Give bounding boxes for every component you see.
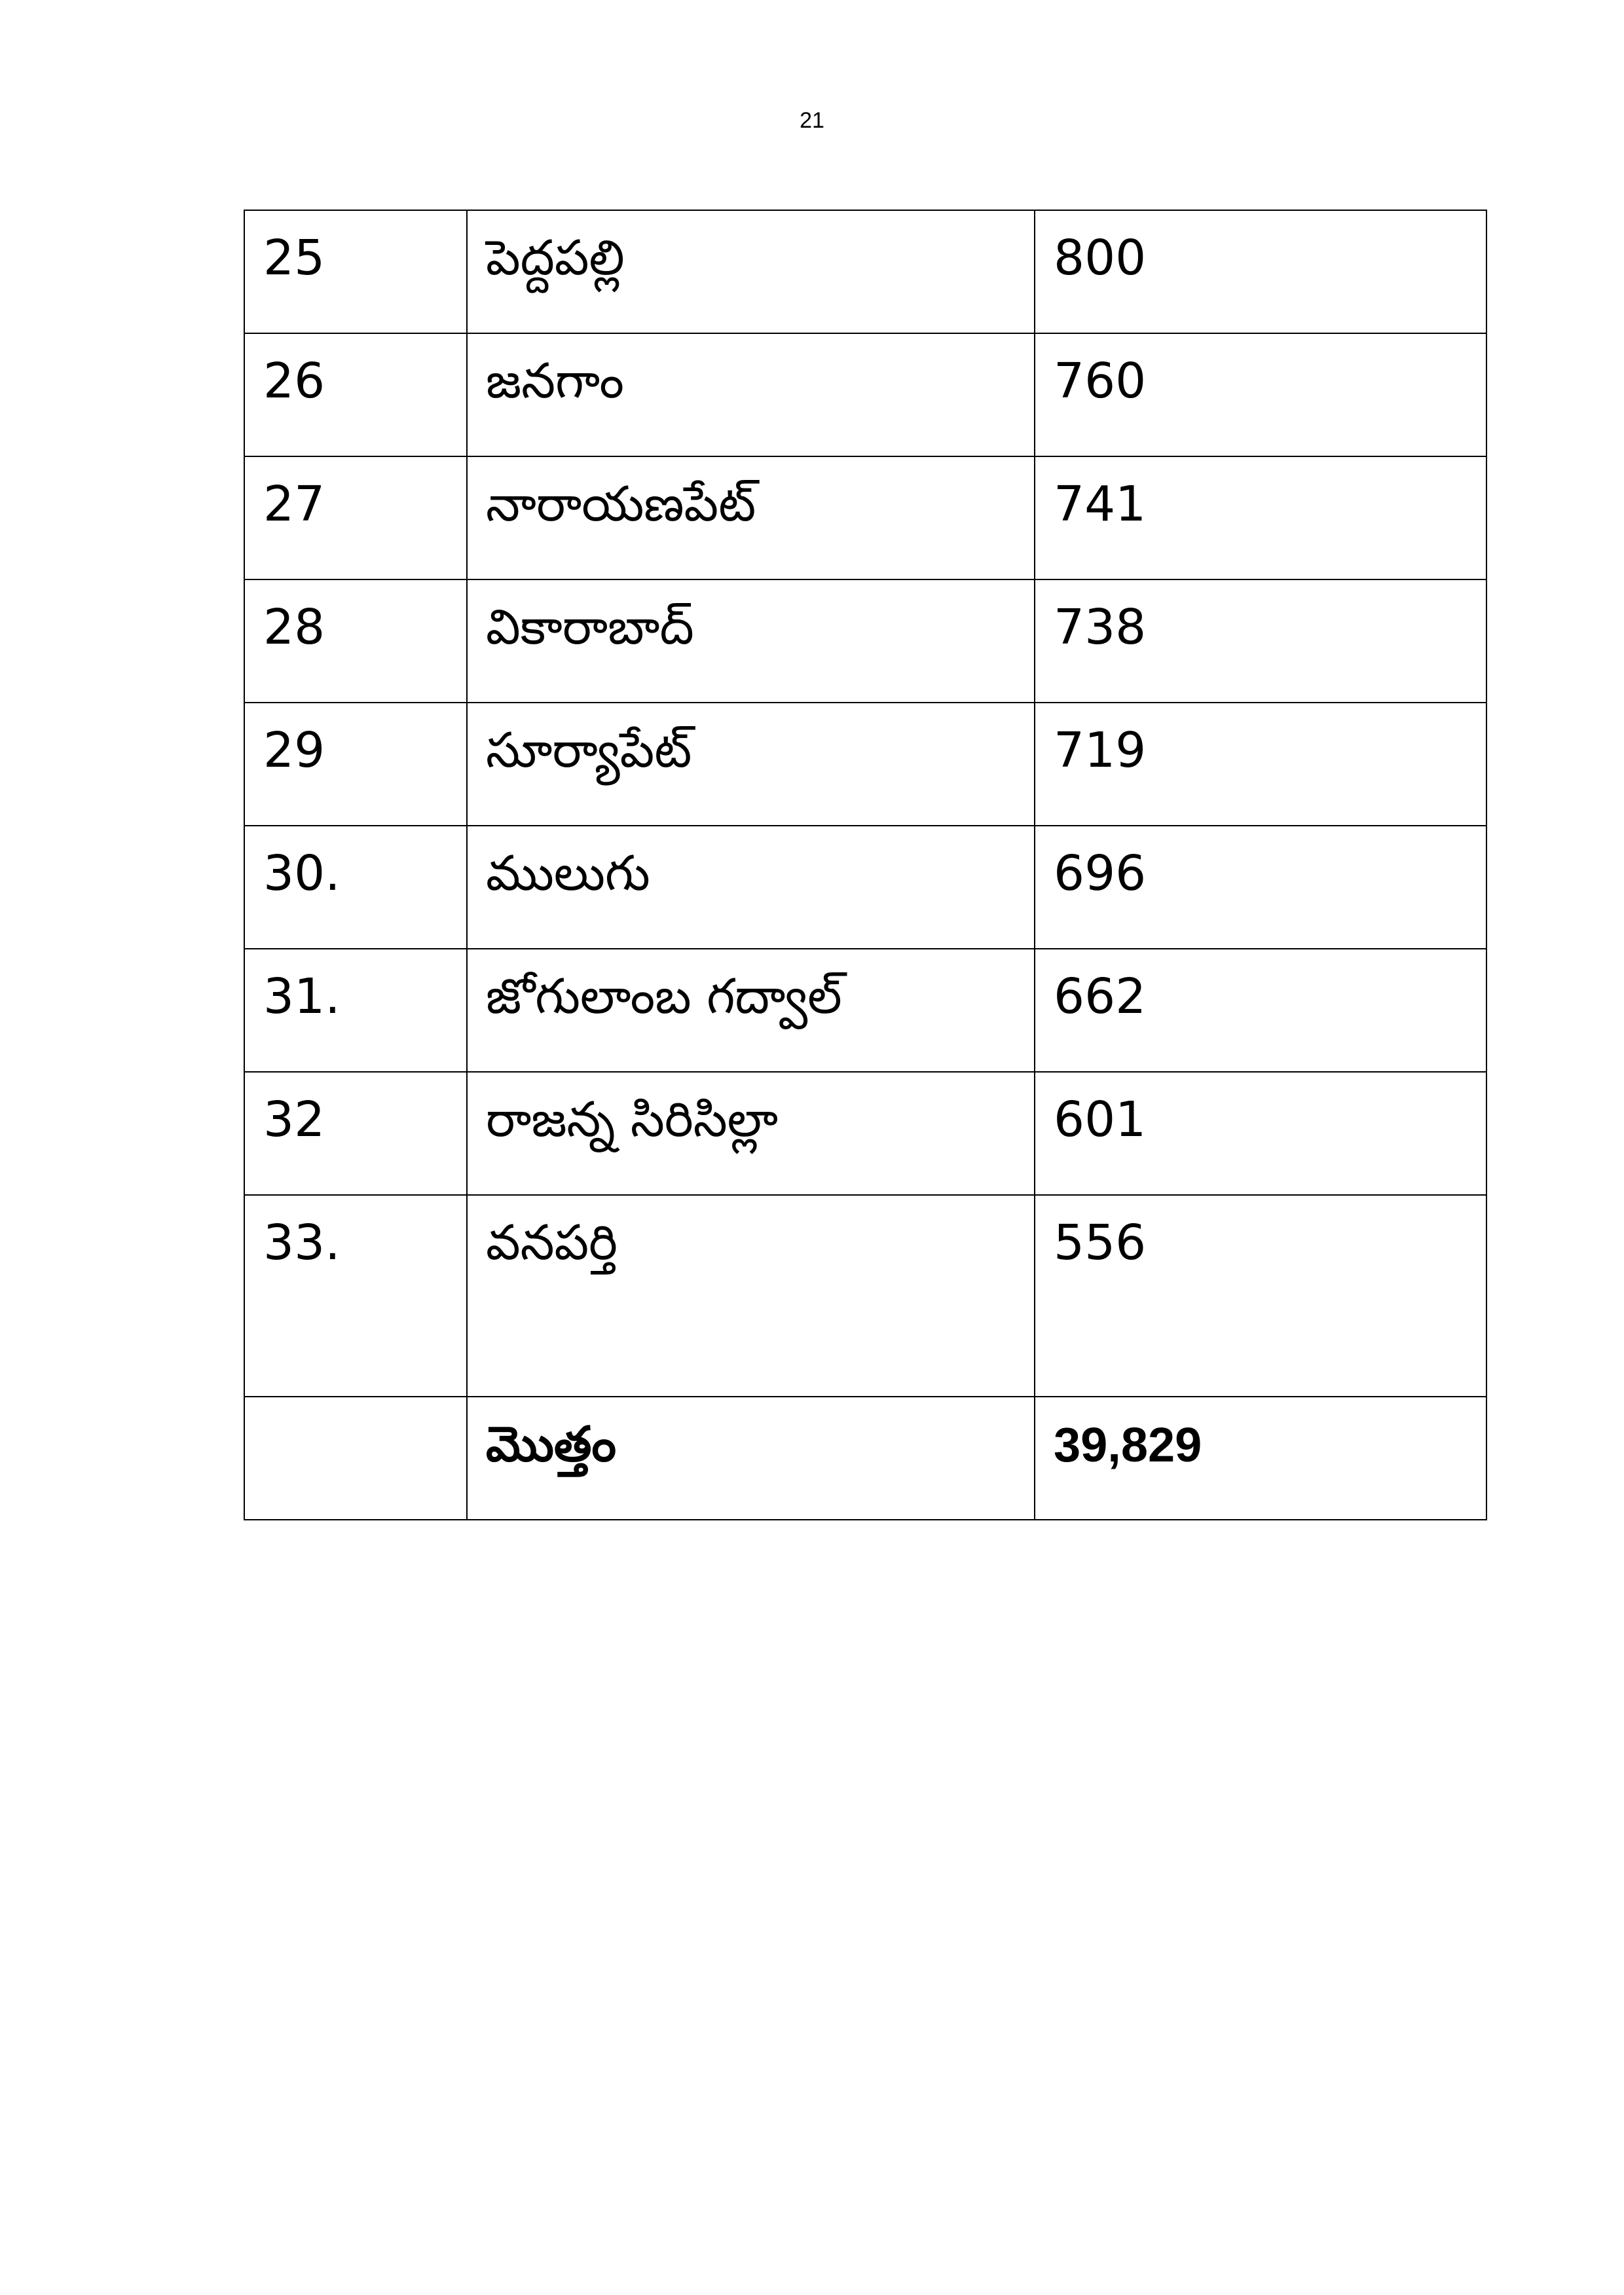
table-row bbox=[244, 1072, 1486, 1195]
row-value: 696 bbox=[1035, 826, 1486, 949]
row-value: 738 bbox=[1035, 579, 1486, 703]
row-number: 30. bbox=[244, 826, 467, 949]
row-value: 719 bbox=[1035, 703, 1486, 826]
row-number: 25 bbox=[244, 210, 467, 333]
row-number: 26 bbox=[244, 333, 467, 456]
district-name: జనగాం bbox=[467, 333, 1035, 456]
row-number: 29 bbox=[244, 703, 467, 826]
table-row bbox=[244, 703, 1486, 826]
table-row bbox=[244, 210, 1486, 333]
district-name: నారాయణపేట్ bbox=[467, 456, 1035, 579]
table-row bbox=[244, 949, 1486, 1072]
table-row bbox=[244, 333, 1486, 456]
row-number: 27 bbox=[244, 456, 467, 579]
row-value: 760 bbox=[1035, 333, 1486, 456]
district-name: పెద్దపల్లి bbox=[467, 210, 1035, 333]
district-name: ములుగు bbox=[467, 826, 1035, 949]
row-value: 556 bbox=[1035, 1195, 1486, 1397]
row-value: 601 bbox=[1035, 1072, 1486, 1195]
district-table bbox=[244, 210, 1487, 1520]
table-row bbox=[244, 826, 1486, 949]
district-name: జోగులాంబ గద్వాల్ bbox=[467, 949, 1035, 1072]
table-row bbox=[244, 579, 1486, 703]
total-empty-cell bbox=[244, 1397, 467, 1520]
row-value: 741 bbox=[1035, 456, 1486, 579]
page-number: 21 bbox=[800, 108, 824, 133]
district-name: సూర్యాపేట్ bbox=[467, 703, 1035, 826]
district-name: వనపర్తి bbox=[467, 1195, 1035, 1397]
district-name: వికారాబాద్ bbox=[467, 579, 1035, 703]
total-value: 39,829 bbox=[1035, 1397, 1486, 1520]
row-number: 33. bbox=[244, 1195, 467, 1397]
table-row bbox=[244, 456, 1486, 579]
total-row bbox=[244, 1397, 1486, 1520]
total-label: మొత్తం bbox=[467, 1397, 1035, 1520]
row-number: 28 bbox=[244, 579, 467, 703]
row-number: 32 bbox=[244, 1072, 467, 1195]
district-name: రాజన్న సిరిసిల్లా bbox=[467, 1072, 1035, 1195]
row-number: 31. bbox=[244, 949, 467, 1072]
row-value: 800 bbox=[1035, 210, 1486, 333]
table-row bbox=[244, 1195, 1486, 1397]
row-value: 662 bbox=[1035, 949, 1486, 1072]
